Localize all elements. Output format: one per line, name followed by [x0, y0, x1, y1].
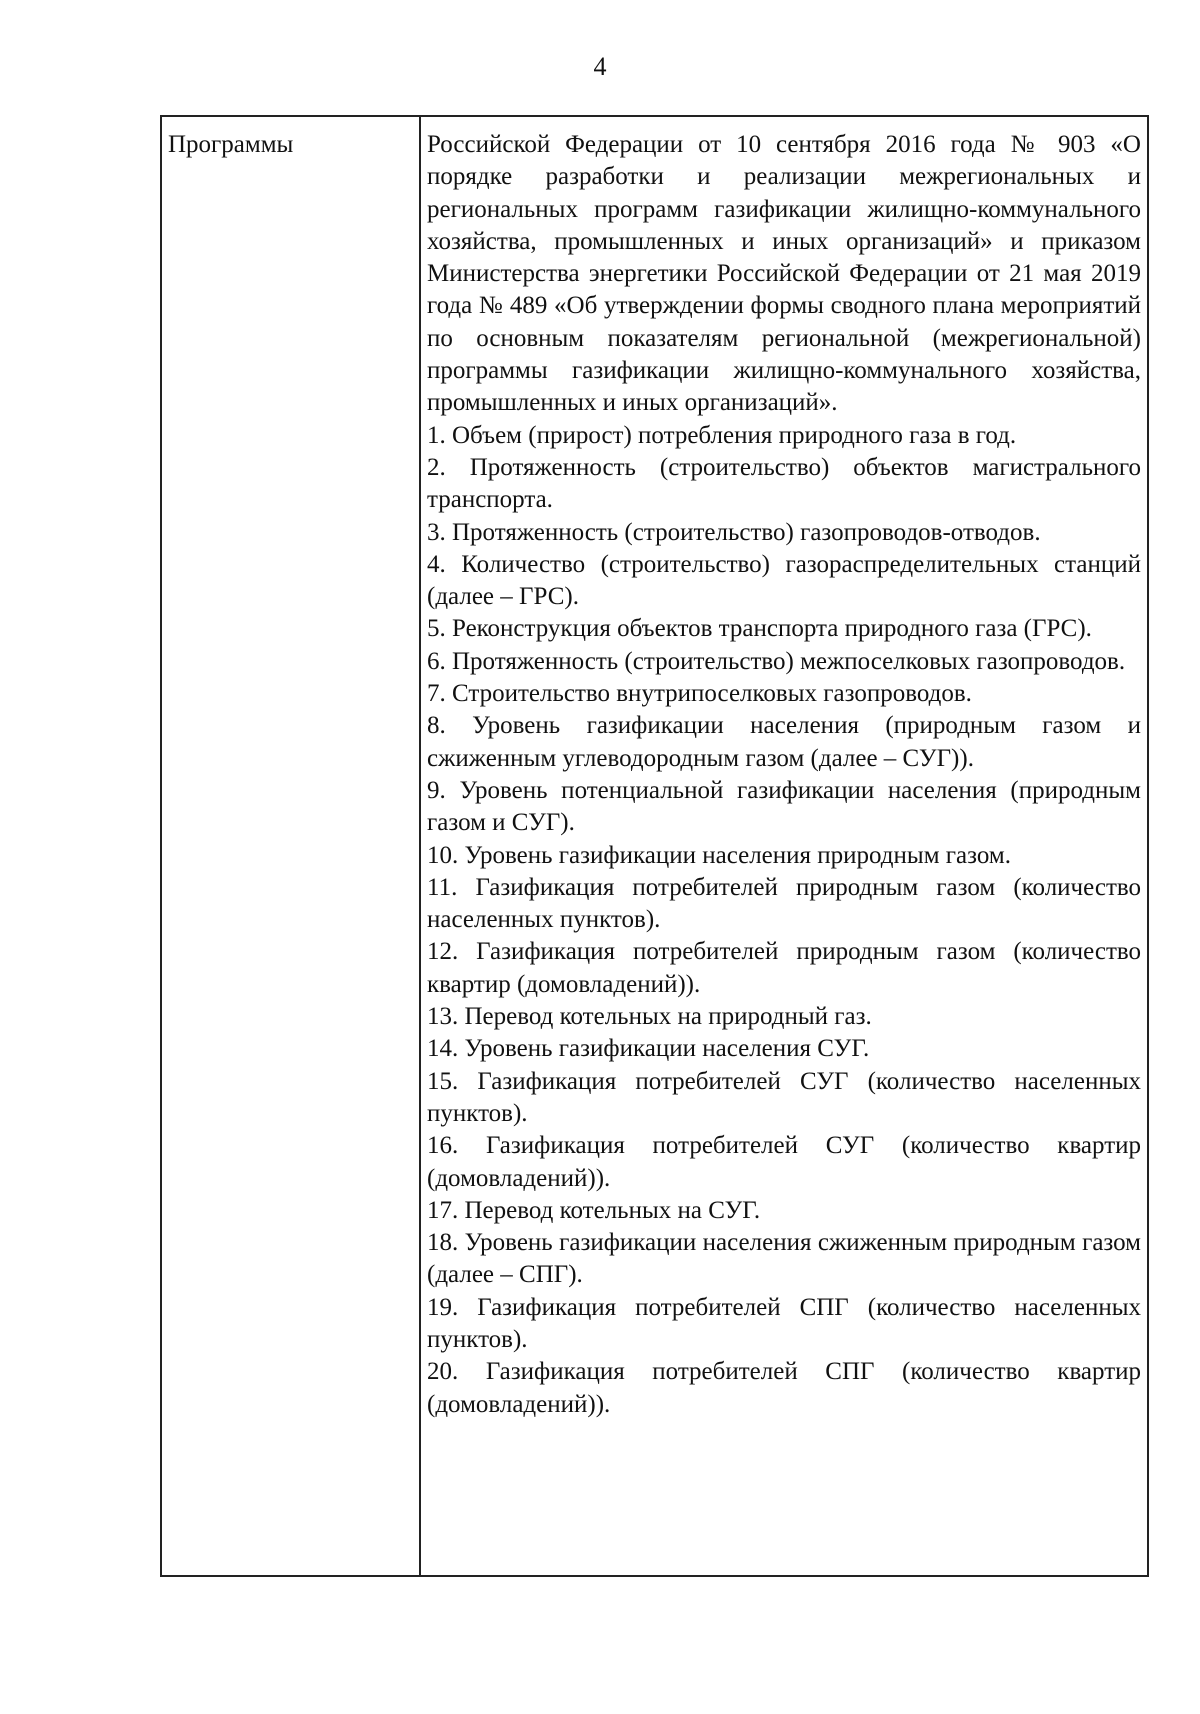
list-item — [427, 549, 1141, 614]
list-item-number: 15. — [427, 1067, 459, 1095]
list-item-number: 17. — [427, 1196, 459, 1224]
list-item-number: 2. — [427, 453, 446, 481]
list-item — [427, 420, 1141, 452]
list-item-number: 20. — [427, 1358, 459, 1386]
list-item-number: 5. — [427, 615, 446, 643]
indicator-list — [427, 420, 1141, 1421]
list-item — [427, 678, 1141, 710]
list-item — [427, 1130, 1141, 1195]
list-item-number: 14. — [427, 1035, 459, 1063]
list-item-text: Объем (прирост) потребления природного газа в год. — [452, 421, 1017, 449]
list-item-number: 12. — [427, 938, 459, 966]
list-item — [427, 840, 1141, 872]
list-item-text: Газификация потребителей природным газом (количество населенных пунктов). — [427, 873, 1142, 934]
list-item-text: Реконструкция объектов транспорта природного газа (ГРС). — [452, 615, 1092, 643]
list-item — [427, 517, 1141, 549]
list-item — [427, 1227, 1141, 1292]
list-item-text: Газификация потребителей СУГ (количество населенных пунктов). — [427, 1067, 1142, 1127]
list-item — [427, 1033, 1141, 1065]
list-item-number: 11. — [427, 873, 458, 901]
list-item-number: 9. — [427, 776, 446, 804]
list-item-text: Уровень газификации населения природным газом. — [464, 841, 1011, 869]
list-item — [427, 1356, 1141, 1421]
document-table — [160, 115, 1149, 1577]
list-item — [427, 613, 1141, 645]
list-item-number: 7. — [427, 680, 446, 708]
list-item-number: 16. — [427, 1132, 459, 1160]
intro-paragraph: Российской Федерации от 10 сентября 2016 года № 903 «О порядке разработки и реализации межрегиональных и региональных программ газификации жилищно-коммунального хозяйства, промышленных и иных организаций» и приказом Министерства энергетики Российской Федерации от 21 мая 2019 года № 489 «Об утверждении формы сводного плана мероприятий по основным показателям региональной (межрегиональной) программы газификации жилищно-коммунального хозяйства, промышленных и иных организаций». — [427, 131, 1141, 417]
list-item — [427, 1292, 1141, 1357]
list-item — [427, 1001, 1141, 1033]
list-item-text: Протяженность (строительство) межпоселковых газопроводов. — [452, 647, 1126, 675]
list-item-number: 19. — [427, 1293, 459, 1321]
list-item-number: 6. — [427, 647, 446, 675]
page-number: 4 — [593, 52, 607, 81]
list-item-text: Перевод котельных на СУГ. — [464, 1196, 761, 1224]
list-item-text: Протяженность (строительство) газопроводов-отводов. — [452, 518, 1041, 546]
list-item-text: Уровень потенциальной газификации населения (природным газом и СУГ). — [427, 776, 1141, 837]
table-label-cell: Программы — [162, 117, 421, 1575]
list-item — [427, 1195, 1141, 1227]
list-item-text: Строительство внутрипоселковых газопроводов. — [452, 680, 972, 708]
list-item-text: Количество (строительство) газораспределительных станций (далее – ГРС). — [427, 550, 1142, 611]
list-item — [427, 646, 1141, 678]
list-item-number: 10. — [427, 841, 459, 869]
table-content-cell — [421, 117, 1147, 1575]
list-item-number: 3. — [427, 518, 446, 546]
list-item-text: Уровень газификации населения сжиженным природным газом (далее – СПГ). — [427, 1229, 1141, 1289]
list-item-text: Уровень газификации населения СУГ. — [464, 1035, 870, 1063]
list-item-text: Уровень газификации населения (природным газом и сжиженным углеводородным газом (далее – СУГ)). — [427, 712, 1141, 772]
list-item — [427, 872, 1141, 937]
list-item — [427, 1066, 1141, 1131]
list-item-number: 13. — [427, 1003, 459, 1031]
list-item-text: Газификация потребителей природным газом (количество квартир (домовладений)). — [427, 938, 1141, 998]
list-item — [427, 936, 1141, 1001]
list-item-text: Газификация потребителей СУГ (количество квартир (домовладений)). — [427, 1132, 1141, 1192]
list-item — [427, 452, 1141, 517]
list-item-number: 18. — [427, 1229, 459, 1257]
list-item-text: Протяженность (строительство) объектов магистрального транспорта. — [427, 453, 1141, 514]
list-item-number: 8. — [427, 712, 446, 740]
list-item-number: 1. — [427, 421, 446, 449]
list-item-text: Перевод котельных на природный газ. — [464, 1003, 872, 1031]
list-item-text: Газификация потребителей СПГ (количество квартир (домовладений)). — [427, 1358, 1142, 1418]
list-item — [427, 775, 1141, 840]
list-item — [427, 710, 1141, 775]
list-item-number: 4. — [427, 550, 446, 578]
list-item-text: Газификация потребителей СПГ (количество населенных пунктов). — [427, 1293, 1142, 1353]
